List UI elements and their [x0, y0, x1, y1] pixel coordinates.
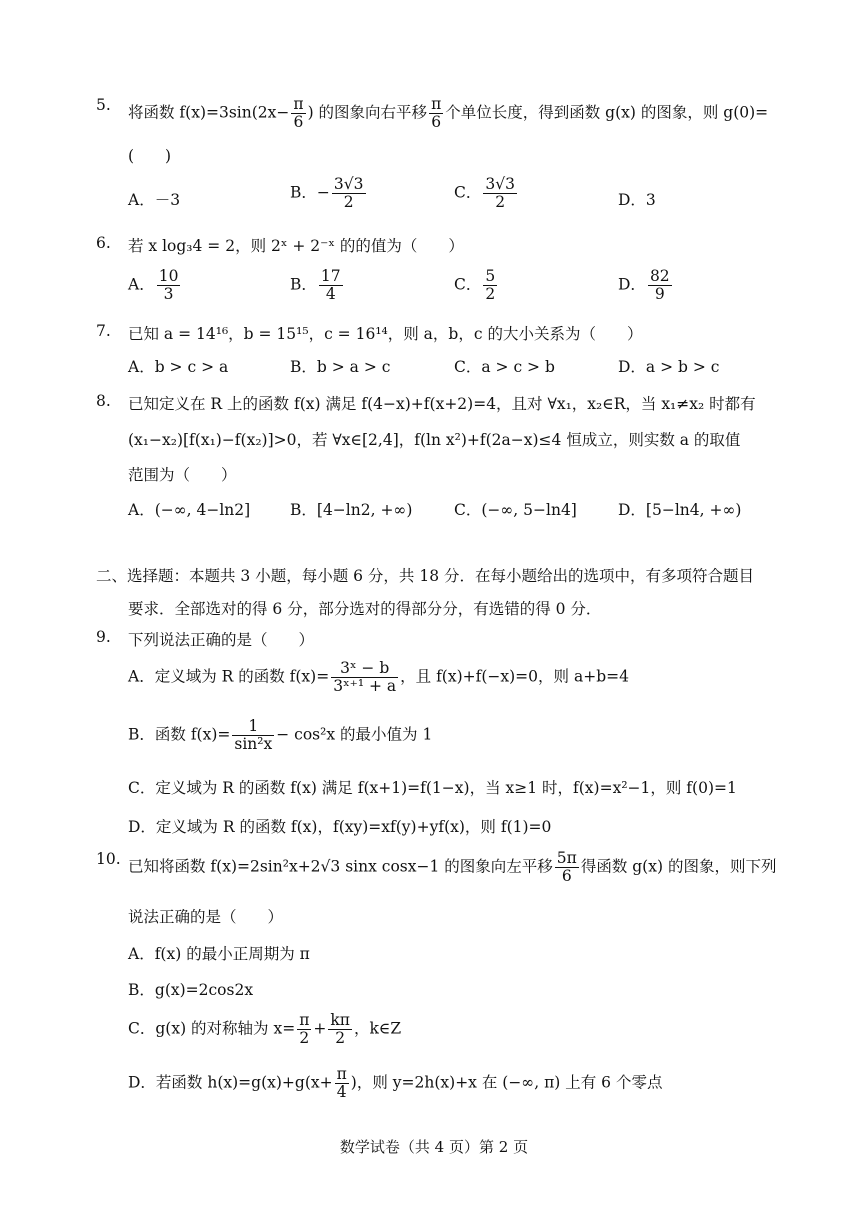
denominator: 2: [335, 1029, 346, 1048]
numerator: 3ˣ − b: [331, 660, 398, 678]
numerator: 5π: [556, 849, 577, 867]
option-c: [128, 1012, 401, 1047]
answer-paren: ( ): [128, 147, 172, 165]
numerator: 5: [485, 267, 496, 285]
fraction: [157, 268, 181, 303]
question-stem-line2: (x₁−x₂)[f(x₁)−f(x₂)]>0，若 ∀x∈[2,4]，f(ln x²)+f(2a−x)≤4 恒成立，则实数 a 的取值: [128, 431, 741, 449]
fraction: [429, 96, 443, 131]
question-number: 10.: [96, 850, 121, 868]
question-stem-line2: 说法正确的是（ ）: [128, 908, 284, 926]
denominator: 4: [325, 285, 336, 304]
fraction: [648, 268, 672, 303]
option-d: [618, 268, 674, 303]
question-number: 8.: [96, 392, 111, 410]
option-label: A．: [128, 275, 155, 294]
option-text: ，k∈Z: [353, 1019, 402, 1038]
fraction: [332, 176, 366, 211]
fraction: [328, 1012, 352, 1047]
option-text: C．g(x) 的对称轴为 x=: [128, 1019, 296, 1038]
stem-text: 将函数 f(x)=3sin(2x−: [128, 103, 290, 122]
question-number: 7.: [96, 322, 111, 340]
numerator: 10: [158, 267, 179, 285]
denominator: sin²x: [234, 735, 273, 754]
numerator: 3√3: [485, 175, 515, 193]
option-c: C．(−∞, 5−ln4]: [454, 501, 577, 519]
option-text: A．定义域为 R 的函数 f(x)=: [128, 667, 330, 686]
option-c: [454, 268, 499, 303]
page-footer: 数学试卷（共 4 页）第 2 页: [339, 1138, 529, 1156]
option-text: ，且 f(x)+f(−x)=0，则 a+b=4: [400, 667, 629, 686]
question-stem: [128, 850, 776, 885]
stem-text: 个单位长度，得到函数 g(x) 的图象，则 g(0)=: [445, 103, 769, 122]
fraction: [319, 268, 343, 303]
numerator: 82: [649, 267, 670, 285]
option-c: [454, 176, 519, 211]
option-b: [290, 176, 368, 211]
option-b: [290, 268, 345, 303]
stem-text: 已知将函数 f(x)=2sin²x+2√3 sinx cosx−1 的图象向左平移: [128, 857, 553, 876]
denominator: 2: [485, 285, 496, 304]
section-heading-line2: 要求．全部选对的得 6 分，部分选对的得部分分，有选错的得 0 分．: [128, 600, 602, 618]
numerator: π: [293, 95, 304, 113]
option-d: D．3: [618, 191, 656, 209]
plus-sign: +: [313, 1019, 327, 1038]
option-b: B．g(x)=2cos2x: [128, 981, 254, 999]
denominator: 3: [163, 285, 174, 304]
numerator: π: [431, 95, 442, 113]
denominator: 6: [561, 867, 572, 886]
option-c: C．定义域为 R 的函数 f(x) 满足 f(x+1)=f(1−x)，当 x≥1 时，f(x)=x²−1，则 f(0)=1: [128, 779, 737, 797]
option-text: − cos²x 的最小值为 1: [276, 725, 433, 744]
fraction: [483, 176, 517, 211]
option-d: [128, 1066, 662, 1101]
question-stem: 已知定义在 R 上的函数 f(x) 满足 f(4−x)+f(x+2)=4，且对 ∀x₁，x₂∈R，当 x₁≠x₂ 时都有: [128, 395, 756, 413]
option-d: D．定义域为 R 的函数 f(x)，f(xy)=xf(y)+yf(x)，则 f(1)=0: [128, 818, 552, 836]
question-stem-line3: 范围为（ ）: [128, 466, 237, 484]
option-d: D．[5−ln4, +∞): [618, 501, 742, 519]
denominator: 6: [431, 113, 442, 132]
option-d: D．a > b > c: [618, 358, 720, 376]
denominator: 2: [299, 1029, 310, 1048]
numerator: 17: [320, 267, 341, 285]
numerator: π: [299, 1011, 310, 1029]
numerator: 1: [232, 718, 274, 736]
option-c: C．a > c > b: [454, 358, 555, 376]
numerator: π: [336, 1065, 347, 1083]
option-a: [128, 660, 629, 695]
section-heading-line1: 二、选择题：本题共 3 小题，每小题 6 分，共 18 分．在每小题给出的选项中，有多项符合题目: [96, 567, 755, 585]
option-a: A．－3: [128, 191, 181, 209]
option-b: B．[4−ln2, +∞): [290, 501, 413, 519]
sign: −: [316, 183, 330, 202]
denominator: 4: [336, 1083, 347, 1102]
option-text: )，则 y=2h(x)+x 在 (−∞, π) 上有 6 个零点: [350, 1073, 663, 1092]
fraction: [483, 268, 497, 303]
fraction: [232, 718, 274, 753]
option-label: C．: [454, 275, 482, 294]
question-number: 9.: [96, 628, 111, 646]
denominator: 2: [343, 193, 354, 212]
option-b: B．b > a > c: [290, 358, 391, 376]
numerator: kπ: [330, 1011, 350, 1029]
option-label: C．: [454, 183, 482, 202]
question-number: 5.: [96, 96, 111, 114]
question-stem: 若 x log₃4 = 2，则 2ˣ + 2⁻ˣ 的的值为（ ）: [128, 237, 464, 255]
denominator: 2: [495, 193, 506, 212]
numerator: 3√3: [333, 175, 364, 193]
option-text: B．函数 f(x)=: [128, 725, 231, 744]
option-label: B．: [290, 275, 317, 294]
question-stem: [128, 96, 768, 131]
option-b: [128, 718, 432, 753]
option-label: B．: [290, 183, 317, 202]
option-label: D．: [618, 275, 646, 294]
fraction: [555, 850, 579, 885]
option-a: A．b > c > a: [128, 358, 229, 376]
question-stem: 已知 a = 14¹⁶，b = 15¹⁵，c = 16¹⁴，则 a，b，c 的大小关系为（ ）: [128, 325, 643, 343]
option-a: [128, 268, 182, 303]
option-a: A．(−∞, 4−ln2]: [128, 501, 251, 519]
denominator: 6: [293, 113, 304, 132]
question-number: 6.: [96, 234, 111, 252]
denominator: 3ˣ⁺¹ + a: [333, 677, 397, 696]
fraction: [335, 1066, 349, 1101]
fraction: [297, 1012, 311, 1047]
stem-text: 得函数 g(x) 的图象，则下列: [580, 857, 777, 876]
option-a: A．f(x) 的最小正周期为 π: [128, 945, 310, 963]
option-text: D．若函数 h(x)=g(x)+g(x+: [128, 1073, 333, 1092]
stem-text: ) 的图象向右平移: [307, 103, 428, 122]
question-stem: 下列说法正确的是（ ）: [128, 631, 315, 649]
fraction: [291, 96, 305, 131]
fraction: [331, 660, 398, 695]
denominator: 9: [654, 285, 665, 304]
